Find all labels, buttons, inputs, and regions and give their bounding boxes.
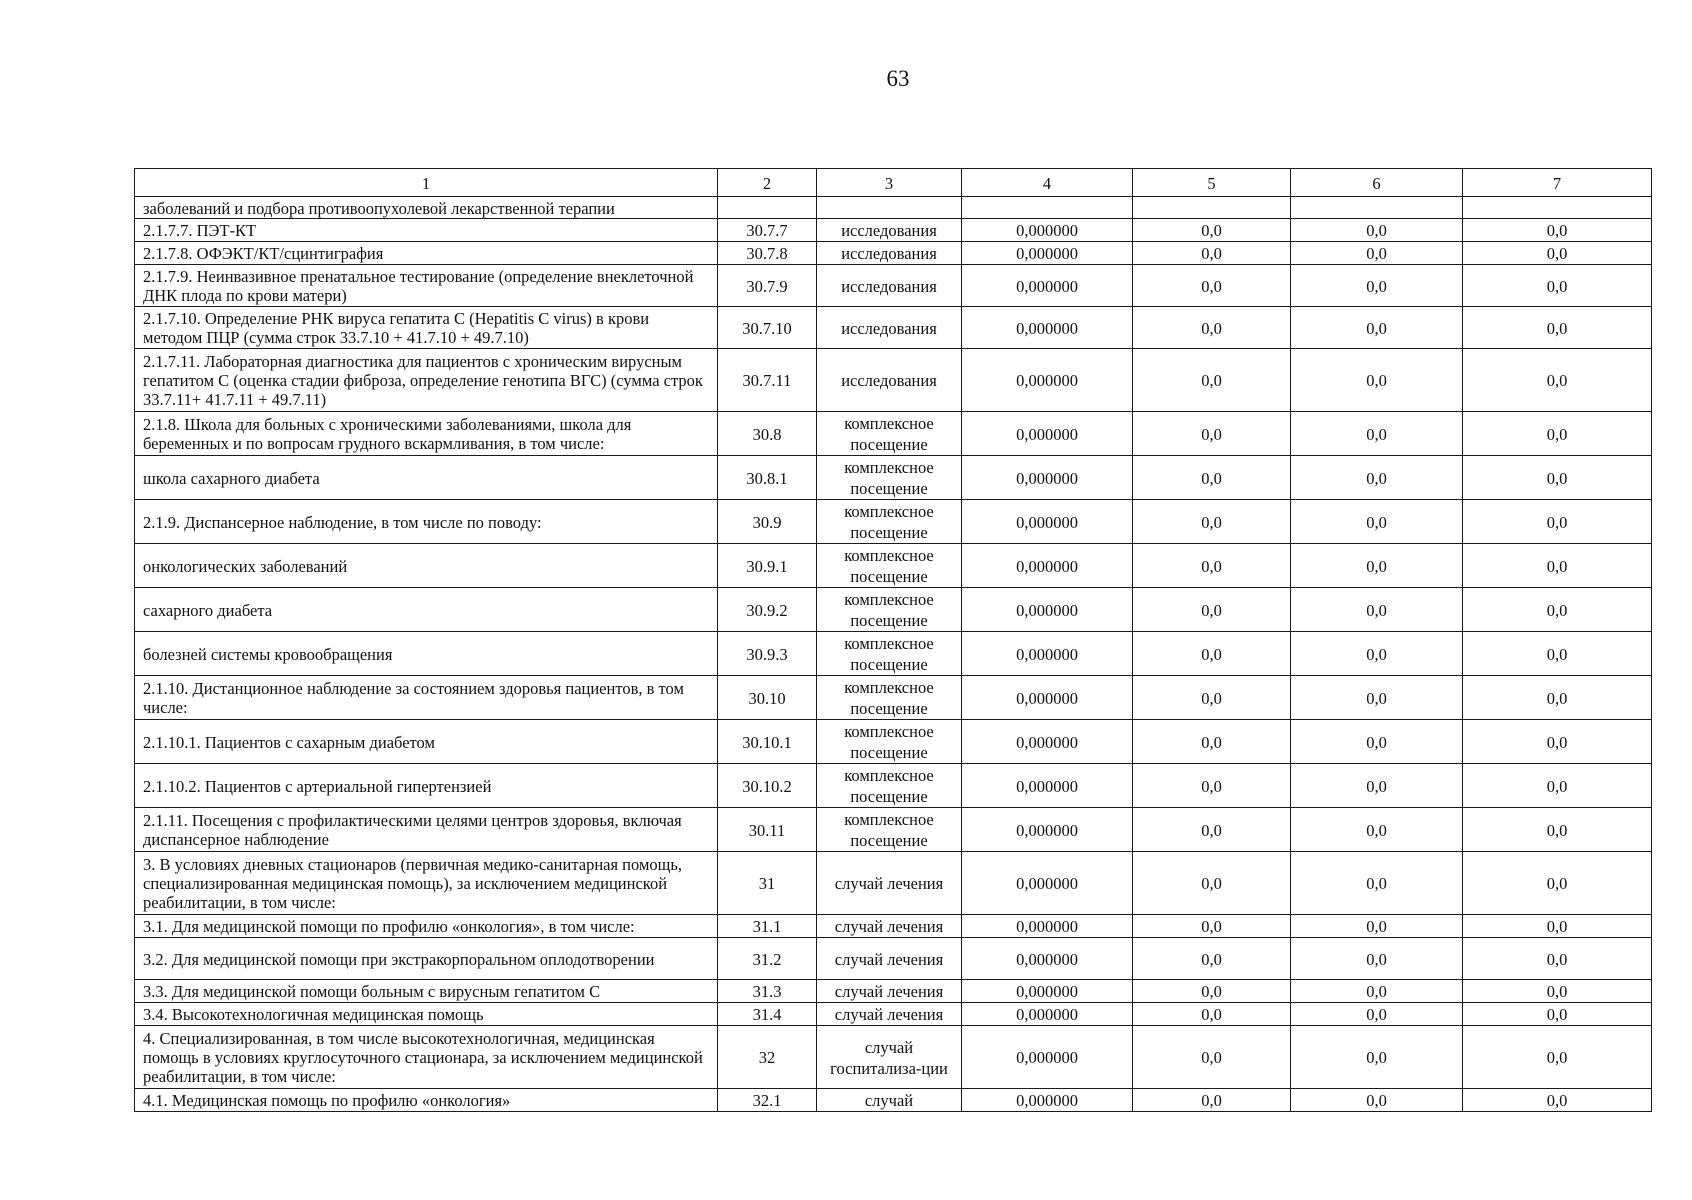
row-code-cell: 30.7.7	[718, 219, 817, 242]
header-col-6: 6	[1291, 169, 1463, 197]
row-code-cell: 30.8	[718, 412, 817, 456]
row-unit-cell: исследования	[817, 349, 962, 412]
row-col6-cell: 0,0	[1291, 852, 1463, 915]
row-code-cell: 30.10	[718, 676, 817, 720]
row-col5-cell: 0,0	[1133, 456, 1291, 500]
row-col5-cell: 0,0	[1133, 349, 1291, 412]
row-col6-cell: 0,0	[1291, 544, 1463, 588]
row-col6-cell: 0,0	[1291, 632, 1463, 676]
row-col5-cell: 0,0	[1133, 808, 1291, 852]
row-col4-cell: 0,000000	[962, 349, 1133, 412]
row-col5-cell: 0,0	[1133, 307, 1291, 349]
row-col4-cell: 0,000000	[962, 544, 1133, 588]
row-name-cell: 3.3. Для медицинской помощи больным с вирусным гепатитом С	[135, 980, 718, 1003]
row-name-cell: 2.1.7.11. Лабораторная диагностика для пациентов с хроническим вирусным гепатитом С (оценка стадии фиброза, определение генотипа ВГС) (сумма строк 33.7.11+ 41.7.11 + 49.7.11)	[135, 349, 718, 412]
row-col7-cell: 0,0	[1463, 456, 1652, 500]
row-col7-cell: 0,0	[1463, 544, 1652, 588]
row-code-cell: 30.10.2	[718, 764, 817, 808]
row-col4-cell: 0,000000	[962, 980, 1133, 1003]
row-col7-cell: 0,0	[1463, 1089, 1652, 1112]
table-row	[135, 1003, 1652, 1026]
table-row	[135, 764, 1652, 808]
row-col4-cell: 0,000000	[962, 500, 1133, 544]
row-col5-cell: 0,0	[1133, 500, 1291, 544]
row-col7-cell: 0,0	[1463, 808, 1652, 852]
row-col4-cell: 0,000000	[962, 632, 1133, 676]
table-row	[135, 852, 1652, 915]
row-col4-cell: 0,000000	[962, 1003, 1133, 1026]
row-code-cell: 30.9	[718, 500, 817, 544]
row-col6-cell: 0,0	[1291, 720, 1463, 764]
row-col7-cell: 0,0	[1463, 938, 1652, 980]
table-row	[135, 980, 1652, 1003]
row-col4-cell: 0,000000	[962, 412, 1133, 456]
row-name-cell: школа сахарного диабета	[135, 456, 718, 500]
table-row	[135, 588, 1652, 632]
row-code-cell: 32.1	[718, 1089, 817, 1112]
header-col-2: 2	[718, 169, 817, 197]
row-col7-cell	[1463, 197, 1652, 219]
row-col7-cell: 0,0	[1463, 500, 1652, 544]
table-row	[135, 219, 1652, 242]
row-col7-cell: 0,0	[1463, 852, 1652, 915]
row-col4-cell: 0,000000	[962, 852, 1133, 915]
row-col6-cell: 0,0	[1291, 676, 1463, 720]
header-col-1: 1	[135, 169, 718, 197]
row-col6-cell: 0,0	[1291, 764, 1463, 808]
row-unit-cell: случай лечения	[817, 852, 962, 915]
statistics-table	[134, 168, 1652, 1112]
row-col5-cell: 0,0	[1133, 265, 1291, 307]
row-unit-cell: случай госпитализа-ции	[817, 1026, 962, 1089]
row-name-cell: 2.1.7.7. ПЭТ-КТ	[135, 219, 718, 242]
row-name-cell: 2.1.7.8. ОФЭКТ/КТ/сцинтиграфия	[135, 242, 718, 265]
header-col-5: 5	[1133, 169, 1291, 197]
row-unit-cell: комплексное посещение	[817, 588, 962, 632]
row-code-cell: 30.10.1	[718, 720, 817, 764]
row-col4-cell: 0,000000	[962, 219, 1133, 242]
row-code-cell: 32	[718, 1026, 817, 1089]
row-name-cell: сахарного диабета	[135, 588, 718, 632]
row-unit-cell: комплексное посещение	[817, 676, 962, 720]
row-col7-cell: 0,0	[1463, 980, 1652, 1003]
table-row	[135, 544, 1652, 588]
row-code-cell	[718, 197, 817, 219]
row-name-cell: онкологических заболеваний	[135, 544, 718, 588]
table-row	[135, 265, 1652, 307]
page-number: 63	[886, 66, 910, 91]
row-name-cell: заболеваний и подбора противоопухолевой лекарственной терапии	[135, 197, 718, 219]
table-row	[135, 1026, 1652, 1089]
row-col7-cell: 0,0	[1463, 720, 1652, 764]
row-name-cell: 4. Специализированная, в том числе высокотехнологичная, медицинская помощь в условиях круглосуточного стационара, за исключением медицинской реабилитации, в том числе:	[135, 1026, 718, 1089]
row-col4-cell: 0,000000	[962, 676, 1133, 720]
table-row	[135, 242, 1652, 265]
row-unit-cell: комплексное посещение	[817, 412, 962, 456]
table-row	[135, 808, 1652, 852]
table-row	[135, 307, 1652, 349]
table-row	[135, 412, 1652, 456]
row-col6-cell: 0,0	[1291, 456, 1463, 500]
row-col4-cell: 0,000000	[962, 265, 1133, 307]
row-unit-cell: случай лечения	[817, 915, 962, 938]
row-code-cell: 31.3	[718, 980, 817, 1003]
row-col6-cell: 0,0	[1291, 588, 1463, 632]
row-name-cell: 2.1.7.10. Определение РНК вируса гепатита С (Hepatitis С virus) в крови методом ПЦР (сумма строк 33.7.10 + 41.7.10 + 49.7.10)	[135, 307, 718, 349]
row-col6-cell: 0,0	[1291, 1089, 1463, 1112]
row-code-cell: 30.7.9	[718, 265, 817, 307]
row-col4-cell: 0,000000	[962, 1026, 1133, 1089]
row-name-cell: 2.1.10.2. Пациентов с артериальной гипертензией	[135, 764, 718, 808]
row-name-cell: болезней системы кровообращения	[135, 632, 718, 676]
row-col6-cell: 0,0	[1291, 980, 1463, 1003]
row-unit-cell: исследования	[817, 307, 962, 349]
table-row	[135, 676, 1652, 720]
row-unit-cell: комплексное посещение	[817, 456, 962, 500]
row-name-cell: 3.2. Для медицинской помощи при экстракорпоральном оплодотворении	[135, 938, 718, 980]
row-col5-cell: 0,0	[1133, 1003, 1291, 1026]
row-unit-cell: случай лечения	[817, 1003, 962, 1026]
row-col5-cell: 0,0	[1133, 1089, 1291, 1112]
row-col7-cell: 0,0	[1463, 676, 1652, 720]
row-col6-cell: 0,0	[1291, 307, 1463, 349]
row-unit-cell: случай	[817, 1089, 962, 1112]
row-name-cell: 4.1. Медицинская помощь по профилю «онкология»	[135, 1089, 718, 1112]
row-col4-cell: 0,000000	[962, 456, 1133, 500]
row-col5-cell: 0,0	[1133, 852, 1291, 915]
row-unit-cell: комплексное посещение	[817, 808, 962, 852]
row-col4-cell	[962, 197, 1133, 219]
row-col7-cell: 0,0	[1463, 349, 1652, 412]
table-row	[135, 632, 1652, 676]
header-col-7: 7	[1463, 169, 1652, 197]
row-code-cell: 30.9.3	[718, 632, 817, 676]
row-col5-cell: 0,0	[1133, 632, 1291, 676]
row-name-cell: 3. В условиях дневных стационаров (первичная медико-санитарная помощь, специализированная медицинская помощь), за исключением медицинской реабилитации, в том числе:	[135, 852, 718, 915]
row-col5-cell: 0,0	[1133, 219, 1291, 242]
row-col5-cell: 0,0	[1133, 915, 1291, 938]
row-col7-cell: 0,0	[1463, 764, 1652, 808]
table-row	[135, 915, 1652, 938]
row-col7-cell: 0,0	[1463, 307, 1652, 349]
table-row	[135, 500, 1652, 544]
table-row	[135, 720, 1652, 764]
row-name-cell: 2.1.8. Школа для больных с хроническими заболеваниями, школа для беременных и по вопросам грудного вскармливания, в том числе:	[135, 412, 718, 456]
header-col-4: 4	[962, 169, 1133, 197]
row-col6-cell	[1291, 197, 1463, 219]
row-col5-cell: 0,0	[1133, 242, 1291, 265]
row-name-cell: 2.1.7.9. Неинвазивное пренатальное тестирование (определение внеклеточной ДНК плода по крови матери)	[135, 265, 718, 307]
row-col6-cell: 0,0	[1291, 808, 1463, 852]
row-code-cell: 31.2	[718, 938, 817, 980]
row-col6-cell: 0,0	[1291, 349, 1463, 412]
row-col7-cell: 0,0	[1463, 412, 1652, 456]
row-col4-cell: 0,000000	[962, 720, 1133, 764]
row-unit-cell: исследования	[817, 242, 962, 265]
row-col7-cell: 0,0	[1463, 265, 1652, 307]
row-col7-cell: 0,0	[1463, 1003, 1652, 1026]
row-code-cell: 30.8.1	[718, 456, 817, 500]
row-name-cell: 2.1.10. Дистанционное наблюдение за состоянием здоровья пациентов, в том числе:	[135, 676, 718, 720]
row-name-cell: 2.1.10.1. Пациентов с сахарным диабетом	[135, 720, 718, 764]
row-col5-cell: 0,0	[1133, 1026, 1291, 1089]
row-col5-cell: 0,0	[1133, 676, 1291, 720]
row-code-cell: 31.4	[718, 1003, 817, 1026]
row-col7-cell: 0,0	[1463, 915, 1652, 938]
row-unit-cell: исследования	[817, 219, 962, 242]
row-unit-cell: комплексное посещение	[817, 500, 962, 544]
row-code-cell: 30.11	[718, 808, 817, 852]
row-unit-cell	[817, 197, 962, 219]
row-col6-cell: 0,0	[1291, 938, 1463, 980]
row-code-cell: 30.7.10	[718, 307, 817, 349]
row-col6-cell: 0,0	[1291, 412, 1463, 456]
row-col6-cell: 0,0	[1291, 265, 1463, 307]
row-col6-cell: 0,0	[1291, 1003, 1463, 1026]
table-row	[135, 1089, 1652, 1112]
row-code-cell: 31	[718, 852, 817, 915]
row-unit-cell: комплексное посещение	[817, 764, 962, 808]
row-col5-cell: 0,0	[1133, 412, 1291, 456]
row-col5-cell: 0,0	[1133, 588, 1291, 632]
row-code-cell: 30.9.1	[718, 544, 817, 588]
row-code-cell: 31.1	[718, 915, 817, 938]
row-name-cell: 2.1.9. Диспансерное наблюдение, в том числе по поводу:	[135, 500, 718, 544]
row-code-cell: 30.9.2	[718, 588, 817, 632]
row-col6-cell: 0,0	[1291, 1026, 1463, 1089]
row-col5-cell: 0,0	[1133, 980, 1291, 1003]
row-col6-cell: 0,0	[1291, 219, 1463, 242]
row-name-cell: 3.1. Для медицинской помощи по профилю «онкология», в том числе:	[135, 915, 718, 938]
row-unit-cell: комплексное посещение	[817, 632, 962, 676]
row-unit-cell: исследования	[817, 265, 962, 307]
row-col5-cell: 0,0	[1133, 720, 1291, 764]
row-name-cell: 2.1.11. Посещения с профилактическими целями центров здоровья, включая диспансерное наблюдение	[135, 808, 718, 852]
row-col7-cell: 0,0	[1463, 1026, 1652, 1089]
row-col7-cell: 0,0	[1463, 219, 1652, 242]
table-row	[135, 349, 1652, 412]
row-col4-cell: 0,000000	[962, 588, 1133, 632]
row-code-cell: 30.7.8	[718, 242, 817, 265]
row-col7-cell: 0,0	[1463, 588, 1652, 632]
table-row	[135, 938, 1652, 980]
table-header-row	[135, 169, 1652, 197]
row-code-cell: 30.7.11	[718, 349, 817, 412]
row-unit-cell: случай лечения	[817, 938, 962, 980]
row-name-cell: 3.4. Высокотехнологичная медицинская помощь	[135, 1003, 718, 1026]
row-col6-cell: 0,0	[1291, 242, 1463, 265]
row-col7-cell: 0,0	[1463, 242, 1652, 265]
row-col4-cell: 0,000000	[962, 938, 1133, 980]
row-col4-cell: 0,000000	[962, 764, 1133, 808]
row-col4-cell: 0,000000	[962, 307, 1133, 349]
row-col7-cell: 0,0	[1463, 632, 1652, 676]
row-col5-cell	[1133, 197, 1291, 219]
row-col4-cell: 0,000000	[962, 808, 1133, 852]
table-row	[135, 197, 1652, 219]
row-col5-cell: 0,0	[1133, 938, 1291, 980]
row-col4-cell: 0,000000	[962, 915, 1133, 938]
row-unit-cell: случай лечения	[817, 980, 962, 1003]
table-row	[135, 456, 1652, 500]
row-col5-cell: 0,0	[1133, 544, 1291, 588]
header-col-3: 3	[817, 169, 962, 197]
row-unit-cell: комплексное посещение	[817, 544, 962, 588]
row-col4-cell: 0,000000	[962, 1089, 1133, 1112]
row-col5-cell: 0,0	[1133, 764, 1291, 808]
row-col4-cell: 0,000000	[962, 242, 1133, 265]
row-col6-cell: 0,0	[1291, 915, 1463, 938]
row-unit-cell: комплексное посещение	[817, 720, 962, 764]
row-col6-cell: 0,0	[1291, 500, 1463, 544]
